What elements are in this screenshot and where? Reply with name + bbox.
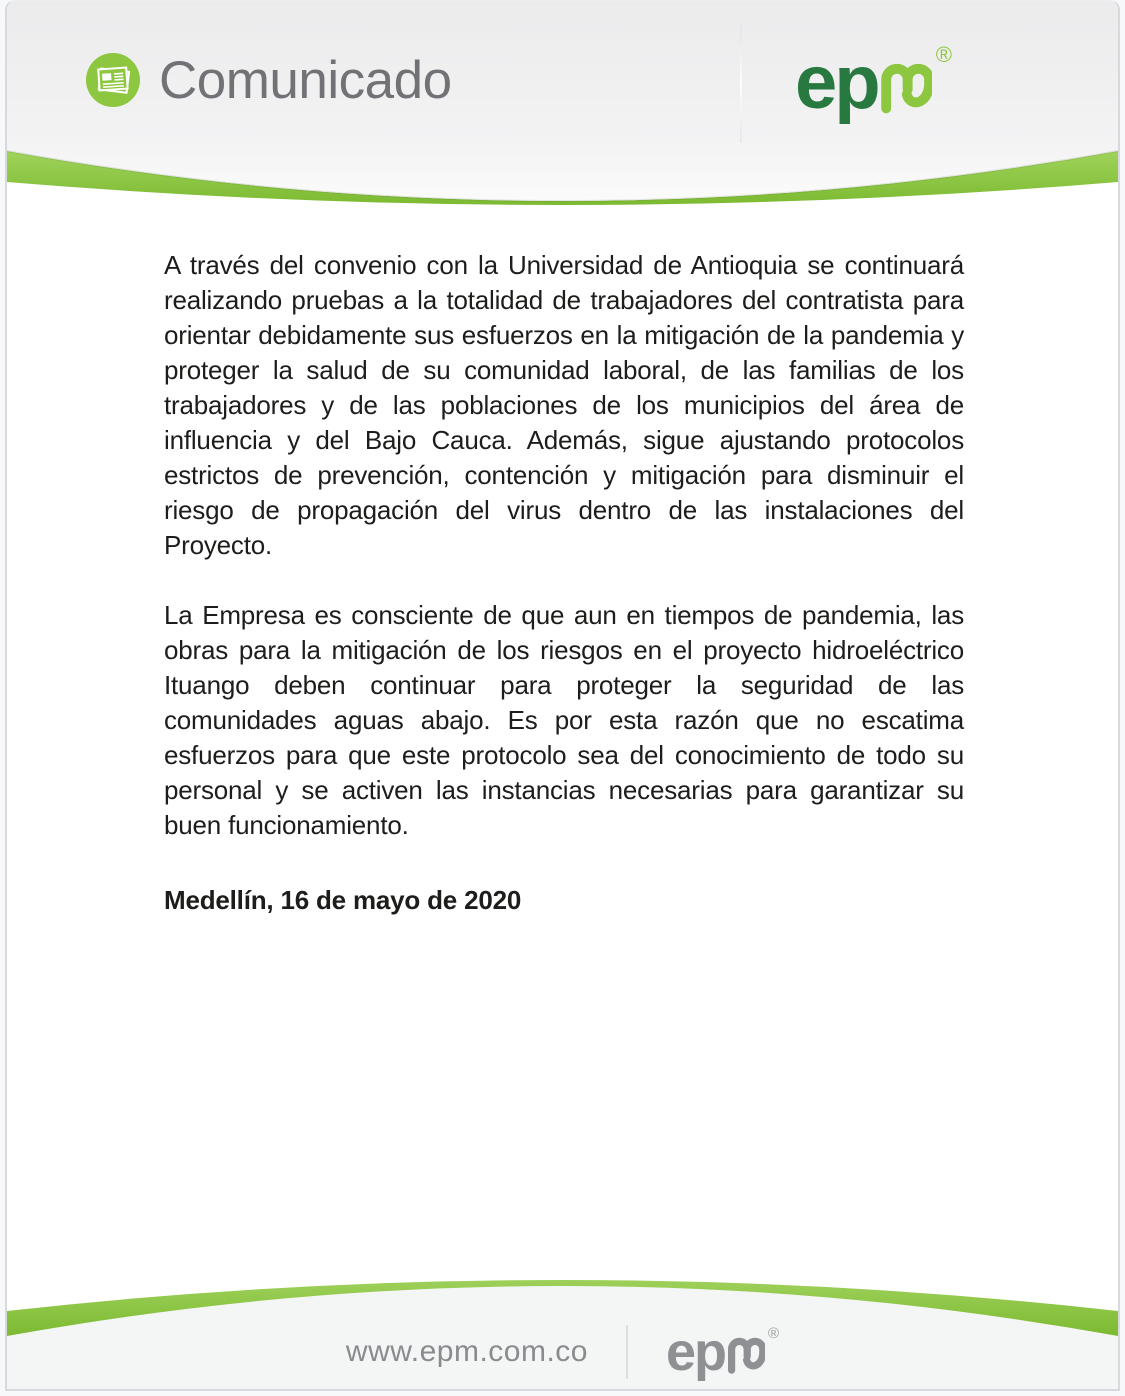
newsletter-icon [85,52,141,108]
paragraph-2: La Empresa es consciente de que aun en tiempos de pandemia, las obras para la mitigación de los riesgos en el proyecto hidroeléctrico Ituango deben continuar para proteger la seguridad de las comunidades aguas abajo. Es por esta razón que no escatima esfuerzos para que este protocolo sea del conocimiento de todo su personal y se activen las instancias necesarias para garantizar su buen funcionamiento. [164,600,964,840]
header-divider [740,25,742,143]
letter-body [7,206,1118,918]
epm-logo-ep-text: ep [795,40,878,125]
footer-url[interactable]: www.epm.com.co [345,1335,588,1368]
footer-epm-logo-ep-text: ep [665,1322,726,1382]
footer-content [7,1321,1118,1383]
footer [7,1273,1118,1389]
epm-logo-m-icon [880,49,932,115]
paragraph-1: A través del convenio con la Universidad de Antioquia se continuará realizando pruebas a la totalidad de trabajadores del contratista para orientar debidamente sus esfuerzos en la mitigación de la pandemia y proteger la salud de su comunidad laboral, de las familias de los trabajadores y de las poblaciones de los municipios del área de influencia y del Bajo Cauca. Además, sigue ajustando protocolos estrictos de prevención, contención y mitigación para disminuir el riesgo de propagación del virus dentro de las instalaciones del Proyecto. [164,250,964,560]
footer-epm-registered-mark: ® [768,1325,780,1342]
header [7,1,1118,206]
header-title-group [85,51,452,109]
epm-registered-mark: ® [935,42,952,67]
dateline: Medellín, 16 de mayo de 2020 [164,885,522,915]
page-title: Comunicado [159,50,452,110]
footer-epm-logo [666,1321,779,1383]
footer-epm-logo-m-icon [727,1327,765,1375]
document-page [5,0,1120,1391]
epm-logo [795,39,952,126]
footer-divider [626,1325,628,1379]
header-content [7,1,1118,151]
